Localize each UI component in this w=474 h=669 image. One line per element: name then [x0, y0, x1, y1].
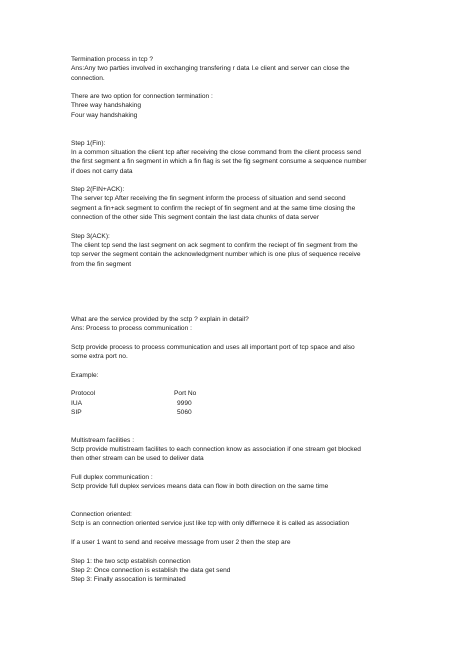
step2-line: The server tcp After receiving the fin segment inform the process of situation and send second	[71, 195, 346, 203]
sctp-step-item: Step 3: Finally assocation is terminated	[71, 576, 186, 584]
multistream-line: Sctp provide multistream facilites to each connection know as association if one stream get blocked	[71, 445, 361, 453]
port-cell: 5060	[177, 408, 192, 416]
step1-heading: Step 1(Fin):	[71, 139, 106, 147]
termination-options-intro: There are two option for connection termination :	[71, 93, 213, 101]
step3-line: from the fin segment	[71, 260, 132, 268]
spacer	[71, 333, 411, 342]
port-no-header: Port No	[174, 390, 197, 398]
step2-line: connection of the other side This segment contain the last data chunks of data server	[71, 214, 320, 222]
steps-intro: If a user 1 want to send and receive message from user 2 then the step are	[71, 538, 291, 546]
tcp-answer-line-1: Ans:Any two parties involved in exchanging transfering r data I.e client and server can close the	[71, 65, 350, 73]
tcp-question: Termination process in tcp ?	[71, 56, 154, 63]
port-table-row	[71, 408, 411, 417]
sctp-step-item: Step 1: the two sctp establish connection	[71, 557, 191, 565]
connection-oriented-line: Sctp is an connection oriented service just like tcp with only differnece it is called as association	[71, 520, 350, 528]
spacer	[71, 176, 411, 185]
spacer	[71, 129, 411, 138]
connection-oriented-heading: Connection oriented:	[71, 511, 132, 519]
termination-option-2: Four way handshaking	[71, 111, 138, 119]
step3-line: The client tcp send the last segment on ack segment to confirm the reciept of fin segment from the	[71, 241, 358, 249]
spacer	[71, 417, 411, 426]
port-table-header	[71, 389, 411, 398]
step3-line: tcp server the segment contain the acknowledgment number which is one plus of sequence receive	[71, 251, 361, 259]
step1-line: the first segment a fin segment in which a fin flag is set the fig segment consume a sequence number	[71, 158, 367, 166]
tcp-answer-line-2: connection.	[71, 74, 105, 82]
step2-heading: Step 2(FIN+ACK):	[71, 186, 125, 194]
sctp-question: What are the service provided by the sctp ? explain in detail?	[71, 315, 249, 323]
spacer	[71, 491, 411, 500]
spacer	[71, 120, 411, 129]
section-spacer	[71, 269, 411, 315]
spacer	[71, 547, 411, 556]
spacer	[71, 426, 411, 435]
protocol-cell: IUA	[71, 399, 82, 407]
full-duplex-heading: Full duplex communication :	[71, 473, 153, 481]
sctp-description-line-1: Sctp provide process to process communication and uses all important port of tcp space and also	[71, 343, 355, 351]
spacer	[71, 464, 411, 473]
protocol-cell: SIP	[71, 408, 82, 416]
example-label: Example:	[71, 371, 99, 379]
sctp-description-line-2: some extra port no.	[71, 353, 128, 361]
document-body	[71, 55, 411, 584]
spacer	[71, 380, 411, 389]
step1-line: In a common situation the client tcp after receiving the close command from the client process send	[71, 148, 361, 156]
sctp-step-item: Step 2: Once connection is establish the data get send	[71, 566, 231, 574]
step1-line: if does not carry data	[71, 167, 133, 175]
spacer	[71, 529, 411, 538]
protocol-header: Protocol	[71, 390, 96, 398]
spacer	[71, 361, 411, 370]
step3-heading: Step 3(ACK):	[71, 232, 110, 240]
port-table-row	[71, 399, 411, 408]
spacer	[71, 501, 411, 510]
multistream-line: then other stream can be used to deliver data	[71, 455, 204, 463]
multistream-heading: Multistream facilities :	[71, 436, 135, 444]
spacer	[71, 83, 411, 92]
sctp-answer: Ans: Process to process communication :	[71, 325, 192, 333]
step2-line: segment a fin+ack segment to confirm the reciept of fin segment and at the same time closing the	[71, 204, 356, 212]
full-duplex-line: Sctp provide full duplex services means data can flow in both direction on the same time	[71, 483, 329, 491]
spacer	[71, 222, 411, 231]
termination-option-1: Three way handshaking	[71, 102, 142, 110]
port-cell: 9990	[177, 399, 192, 407]
